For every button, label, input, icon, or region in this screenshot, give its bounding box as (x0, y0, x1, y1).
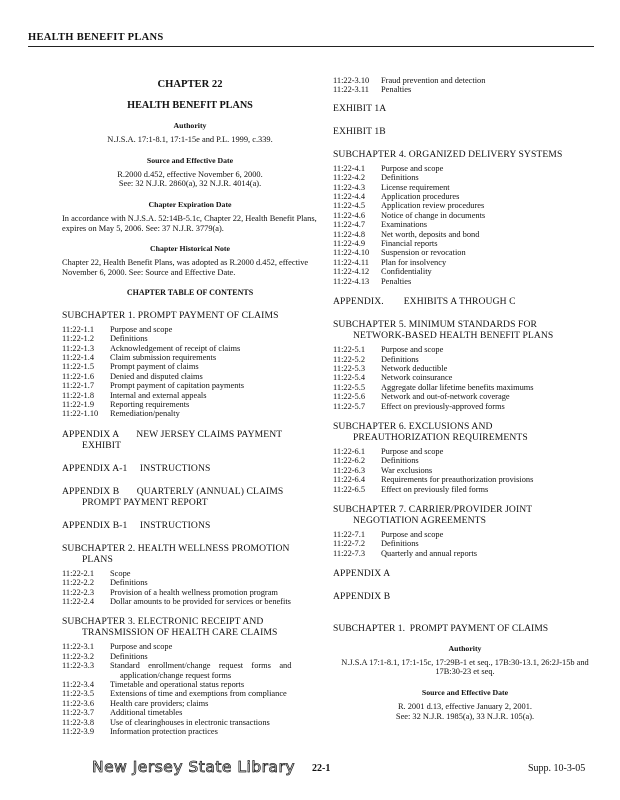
list-item: 11:22-5.5 Aggregate dollar lifetime benefits maximums (333, 382, 534, 392)
history-text: Chapter 22, Health Benefit Plans, was adopted as R.2000 d.452, effective November 6, 2000. See: Source and Effective Date. (62, 258, 309, 277)
subchapter-7-list (333, 530, 597, 558)
body-source-heading: Source and Effective Date (421, 687, 509, 697)
subchapter-3-list-continued (333, 76, 597, 95)
list-item: 11:22-3.7 Additional timetables (62, 708, 183, 718)
source-text-2: See: 32 N.J.R. 2860(a), 32 N.J.R. 4014(a). (118, 179, 262, 189)
list-item: 11:22-2.4 Dollar amounts to be provided for services or benefits (62, 596, 291, 606)
list-item: 11:22-3.11 Penalties (333, 85, 412, 95)
list-item: 11:22-4.8 Net worth, deposits and bond (333, 229, 480, 239)
list-item: 11:22-4.4 Application procedures (333, 192, 460, 202)
expiration-text: In accordance with N.J.S.A. 52:14B-5.1c, Chapter 22, Health Benefit Plans, expires on May 5, 2006. See: 37 N.J.R. 3779(a). (62, 214, 317, 233)
list-item: 11:22-3.8 Use of clearinghouses in electronic transactions (62, 717, 270, 727)
list-item: 11:22-4.2 Definitions (333, 173, 419, 183)
list-item: 11:22-5.2 Definitions (333, 354, 419, 364)
list-item: 11:22-4.9 Financial reports (333, 239, 438, 249)
list-item: 11:22-3.6 Health care providers; claims (62, 698, 209, 708)
list-item: 11:22-6.2 Definitions (333, 456, 419, 466)
list-item: 11:22-4.13 Penalties (333, 276, 412, 286)
list-item: 11:22-6.3 War exclusions (333, 465, 433, 475)
right-column (333, 76, 597, 721)
subchapter-5-list (333, 345, 597, 411)
list-item: 11:22-3.9 Information protection practices (62, 727, 218, 737)
source-text-1: R.2000 d.452, effective November 6, 2000. (117, 170, 263, 180)
body-source-text-1: R. 2001 d.13, effective January 2, 2001. (397, 702, 533, 712)
list-item: 11:22-4.5 Application review procedures (333, 201, 485, 211)
list-item: 11:22-1.7 Prompt payment of capitation payments (62, 381, 244, 391)
header-rule (28, 46, 594, 47)
subchapter-1-title: SUBCHAPTER 1. PROMPT PAYMENT OF CLAIMS (62, 309, 279, 321)
expiration-heading: Chapter Expiration Date (148, 199, 232, 209)
subchapter-4-list (333, 164, 597, 286)
list-item: 11:22-2.3 Provision of a health wellness promotion program (62, 587, 278, 597)
appendix-a1: APPENDIX A-1 INSTRUCTIONS (62, 462, 211, 474)
list-item: 11:22-7.3 Quarterly and annual reports (333, 548, 478, 558)
list-item: 11:22-5.4 Network coinsurance (333, 373, 453, 383)
appendix-a: APPENDIX A NEW JERSEY CLAIMS PAYMENT EXHIBIT (62, 428, 283, 451)
subchapter-6-title: SUBCHAPTER 6. EXCLUSIONS AND PREAUTHORIZATION REQUIREMENTS (333, 420, 528, 443)
exhibit-1a: EXHIBIT 1A (333, 102, 387, 114)
list-item: 11:22-1.4 Claim submission requirements (62, 352, 217, 362)
chapter-title: HEALTH BENEFIT PLANS (127, 100, 253, 112)
list-item: 11:22-4.7 Examinations (333, 220, 428, 230)
list-item: 11:22-5.6 Network and out-of-network coverage (333, 392, 510, 402)
list-item: 11:22-4.6 Notice of change in documents (333, 210, 486, 220)
appendix-exhibits-a-c: APPENDIX. EXHIBITS A THROUGH C (333, 296, 516, 308)
list-item: 11:22-3.2 Definitions (62, 651, 148, 661)
subchapter-7-title: SUBCHAPTER 7. CARRIER/PROVIDER JOINT NEGOTIATION AGREEMENTS (333, 503, 533, 526)
list-item: 11:22-4.10 Suspension or revocation (333, 248, 466, 258)
list-item: 11:22-3.3 Standard enrollment/change request forms and application/change request forms (62, 661, 292, 680)
list-item: 11:22-1.6 Denied and disputed claims (62, 371, 203, 381)
left-column (62, 76, 318, 746)
list-item: 11:22-3.4 Timetable and operational status reports (62, 680, 245, 689)
appendix-b-sub7: APPENDIX B (333, 591, 391, 603)
authority-text: N.J.S.A. 17:1-8.1, 17:1-15e and P.L. 1999, c.339. (107, 135, 273, 145)
list-item: 11:22-1.2 Definitions (62, 334, 148, 344)
list-item: 11:22-3.5 Extensions of time and exemptions from compliance (62, 689, 287, 699)
list-item: 11:22-5.7 Effect on previously-approved forms (333, 401, 505, 411)
body-subchapter-1-title: SUBCHAPTER 1. PROMPT PAYMENT OF CLAIMS (333, 623, 549, 635)
subchapter-6-list (333, 447, 597, 494)
toc-heading: CHAPTER TABLE OF CONTENTS (126, 288, 254, 298)
list-item: 11:22-4.12 Confidentiality (333, 267, 432, 277)
subchapter-3-title: SUBCHAPTER 3. ELECTRONIC RECEIPT AND TRANSMISSION OF HEALTH CARE CLAIMS (62, 616, 278, 639)
running-header: HEALTH BENEFIT PLANS (28, 32, 164, 43)
list-item: 11:22-2.1 Scope (62, 568, 131, 578)
list-item: 11:22-2.2 Definitions (62, 578, 148, 588)
subchapter-2-title: SUBCHAPTER 2. HEALTH WELLNESS PROMOTION PLANS (62, 542, 290, 565)
list-item: 11:22-1.1 Purpose and scope (62, 324, 173, 334)
appendix-a-sub7: APPENDIX A (333, 568, 391, 580)
list-item: 11:22-4.3 License requirement (333, 182, 450, 192)
list-item: 11:22-5.3 Network deductible (333, 363, 448, 373)
body-authority-heading: Authority (448, 643, 482, 653)
list-item: 11:22-3.10 Fraud prevention and detection (333, 76, 486, 85)
chapter-number: CHAPTER 22 (157, 79, 223, 90)
list-item: 11:22-4.11 Plan for insolvency (333, 257, 447, 267)
page-number: 22-1 (312, 763, 331, 774)
list-item: 11:22-1.5 Prompt payment of claims (62, 362, 199, 372)
list-item: 11:22-5.1 Purpose and scope (333, 345, 444, 355)
subchapter-1-list (62, 325, 318, 419)
authority-heading: Authority (173, 120, 207, 130)
subchapter-2-list (62, 569, 318, 607)
list-item: 11:22-6.1 Purpose and scope (333, 446, 444, 456)
subchapter-4-title: SUBCHAPTER 4. ORGANIZED DELIVERY SYSTEMS (333, 148, 563, 160)
list-item: 11:22-1.9 Reporting requirements (62, 399, 190, 409)
list-item: 11:22-7.1 Purpose and scope (333, 529, 444, 539)
source-heading: Source and Effective Date (146, 155, 234, 165)
history-heading: Chapter Historical Note (150, 244, 230, 254)
library-watermark: New Jersey State Library (92, 758, 296, 776)
appendix-b1: APPENDIX B-1 INSTRUCTIONS (62, 519, 211, 531)
body-source-text-2: See: 32 N.J.R. 1985(a), 33 N.J.R. 105(a). (395, 711, 535, 721)
list-item: 11:22-4.1 Purpose and scope (333, 163, 444, 173)
appendix-b: APPENDIX B QUARTERLY (ANNUAL) CLAIMS PROMPT PAYMENT REPORT (62, 485, 284, 508)
list-item: 11:22-6.4 Requirements for preauthorization provisions (333, 475, 534, 485)
subchapter-5-title: SUBCHAPTER 5. MINIMUM STANDARDS FOR NETWORK-BASED HEALTH BENEFIT PLANS (333, 319, 554, 342)
subchapter-3-list (62, 642, 318, 736)
list-item: 11:22-3.1 Purpose and scope (62, 642, 173, 652)
body-authority-text: N.J.S.A 17:1-8.1, 17:1-15c, 17:29B-1 et seq., 17B:30-13.1, 26:2J-15b and 17B:30-23 et seq. (341, 658, 589, 677)
supplement-date: Supp. 10-3-05 (528, 763, 586, 774)
list-item: 11:22-1.8 Internal and external appeals (62, 390, 207, 400)
list-item: 11:22-6.5 Effect on previously filed forms (333, 484, 489, 494)
exhibit-1b: EXHIBIT 1B (333, 125, 386, 137)
list-item: 11:22-1.10 Remediation/penalty (62, 409, 180, 419)
list-item: 11:22-1.3 Acknowledgement of receipt of claims (62, 343, 241, 353)
list-item: 11:22-7.2 Definitions (333, 539, 419, 549)
